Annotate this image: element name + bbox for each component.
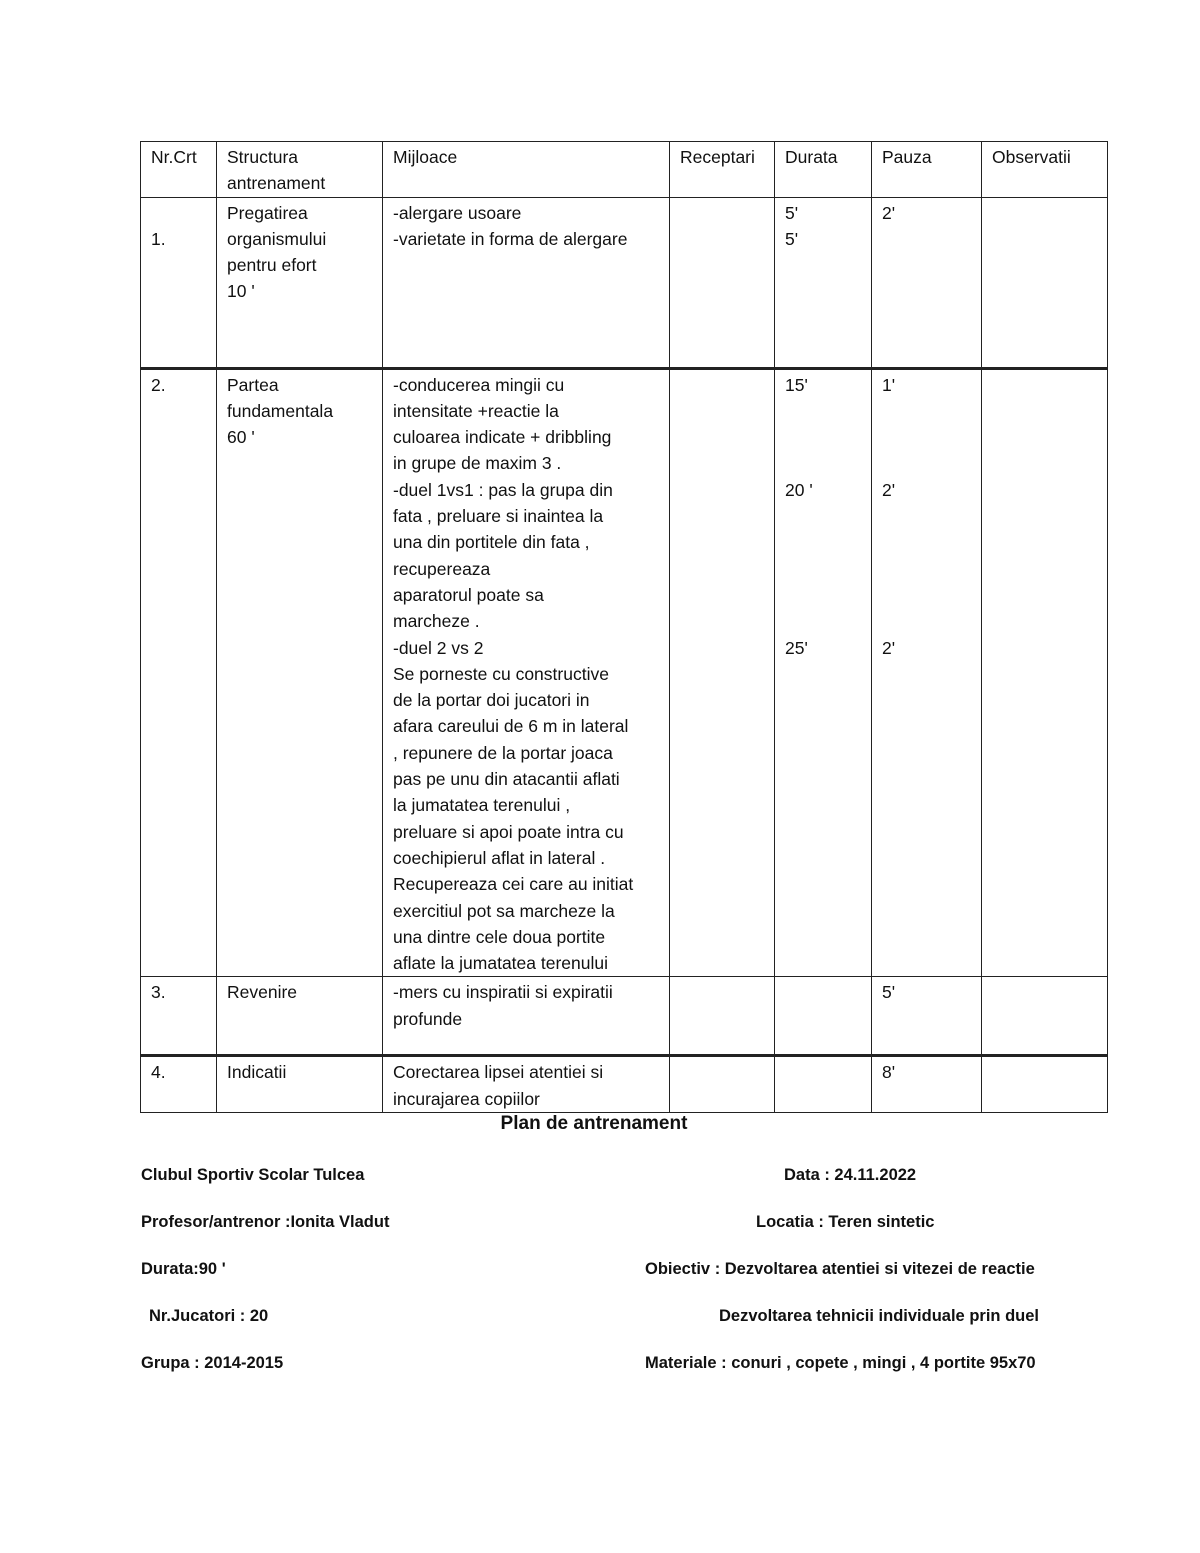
header-nr: Nr.Crt bbox=[141, 142, 217, 198]
row-mijloace: Corectarea lipsei atentiei si incurajarea copiilor bbox=[383, 1056, 670, 1113]
row-durata bbox=[775, 977, 872, 1056]
row-receptari bbox=[670, 977, 775, 1056]
row-pauza: 2' bbox=[872, 197, 982, 368]
row-observatii bbox=[982, 1056, 1108, 1113]
row-structura: Partea fundamentala 60 ' bbox=[217, 368, 383, 977]
group-field: Grupa : 2014-2015 bbox=[141, 1354, 284, 1372]
header-durata: Durata bbox=[775, 142, 872, 198]
club-name: Clubul Sportiv Scolar Tulcea bbox=[141, 1166, 365, 1184]
header-observatii: Observatii bbox=[982, 142, 1108, 198]
table-row bbox=[141, 1056, 1108, 1113]
table-row bbox=[141, 977, 1108, 1056]
row-structura: Indicatii bbox=[217, 1056, 383, 1113]
header-receptari: Receptari bbox=[670, 142, 775, 198]
row-pauza: 1' 2' 2' bbox=[872, 368, 982, 977]
materials-field: Materiale : conuri , copete , mingi , 4 portite 95x70 bbox=[645, 1354, 1036, 1372]
table-header-row bbox=[141, 142, 1108, 198]
row-receptari bbox=[670, 197, 775, 368]
objective-secondary: Dezvoltarea tehnicii individuale prin duel bbox=[719, 1307, 1039, 1325]
row-pauza: 5' bbox=[872, 977, 982, 1056]
row-number: 3. bbox=[141, 977, 217, 1056]
row-receptari bbox=[670, 368, 775, 977]
table-row bbox=[141, 197, 1108, 368]
row-pauza: 8' bbox=[872, 1056, 982, 1113]
row-number: 1. bbox=[141, 197, 217, 368]
row-observatii bbox=[982, 977, 1108, 1056]
row-number: 4. bbox=[141, 1056, 217, 1113]
row-mijloace: -mers cu inspiratii si expiratii profunde bbox=[383, 977, 670, 1056]
row-observatii bbox=[982, 197, 1108, 368]
duration-field: Durata:90 ' bbox=[141, 1260, 226, 1278]
header-structura: Structura antrenament bbox=[217, 142, 383, 198]
row-number: 2. bbox=[141, 368, 217, 977]
header-pauza: Pauza bbox=[872, 142, 982, 198]
objective-field: Obiectiv : Dezvoltarea atentiei si vitezei de reactie bbox=[645, 1260, 1035, 1278]
row-durata bbox=[775, 1056, 872, 1113]
document-title: Plan de antrenament bbox=[500, 1113, 688, 1134]
row-mijloace: -alergare usoare -varietate in forma de alergare bbox=[383, 197, 670, 368]
table-row bbox=[141, 368, 1108, 977]
row-durata: 5' 5' bbox=[775, 197, 872, 368]
location-field: Locatia : Teren sintetic bbox=[756, 1213, 935, 1231]
training-plan-table bbox=[140, 141, 1108, 1113]
row-structura: Revenire bbox=[217, 977, 383, 1056]
row-structura: Pregatirea organismului pentru efort 10 ' bbox=[217, 197, 383, 368]
players-count: Nr.Jucatori : 20 bbox=[149, 1307, 269, 1325]
header-mijloace: Mijloace bbox=[383, 142, 670, 198]
row-mijloace: -conducerea mingii cu intensitate +reactie la culoarea indicate + dribbling in grupe de maxim 3 . -duel 1vs1 : pas la grupa din fata , preluare si inaintea la una din portitele din fata , recupereaza aparatorul poate sa marcheze . -duel 2 vs 2 Se porneste cu constructive de la portar doi jucatori in afara careului de 6 m in lateral , repunere de la portar joaca pas pe unu din atacantii aflati la jumatatea terenului , preluare si apoi poate intra cu coechipierul aflat in lateral . Recupereaza cei care au initiat exercitiul pot sa marcheze la una dintre cele doua portite aflate la jumatatea terenului bbox=[383, 368, 670, 977]
date-field: Data : 24.11.2022 bbox=[784, 1166, 917, 1184]
coach-name: Profesor/antrenor :Ionita Vladut bbox=[141, 1213, 390, 1231]
row-durata: 15' 20 ' 25' bbox=[775, 368, 872, 977]
row-receptari bbox=[670, 1056, 775, 1113]
row-observatii bbox=[982, 368, 1108, 977]
